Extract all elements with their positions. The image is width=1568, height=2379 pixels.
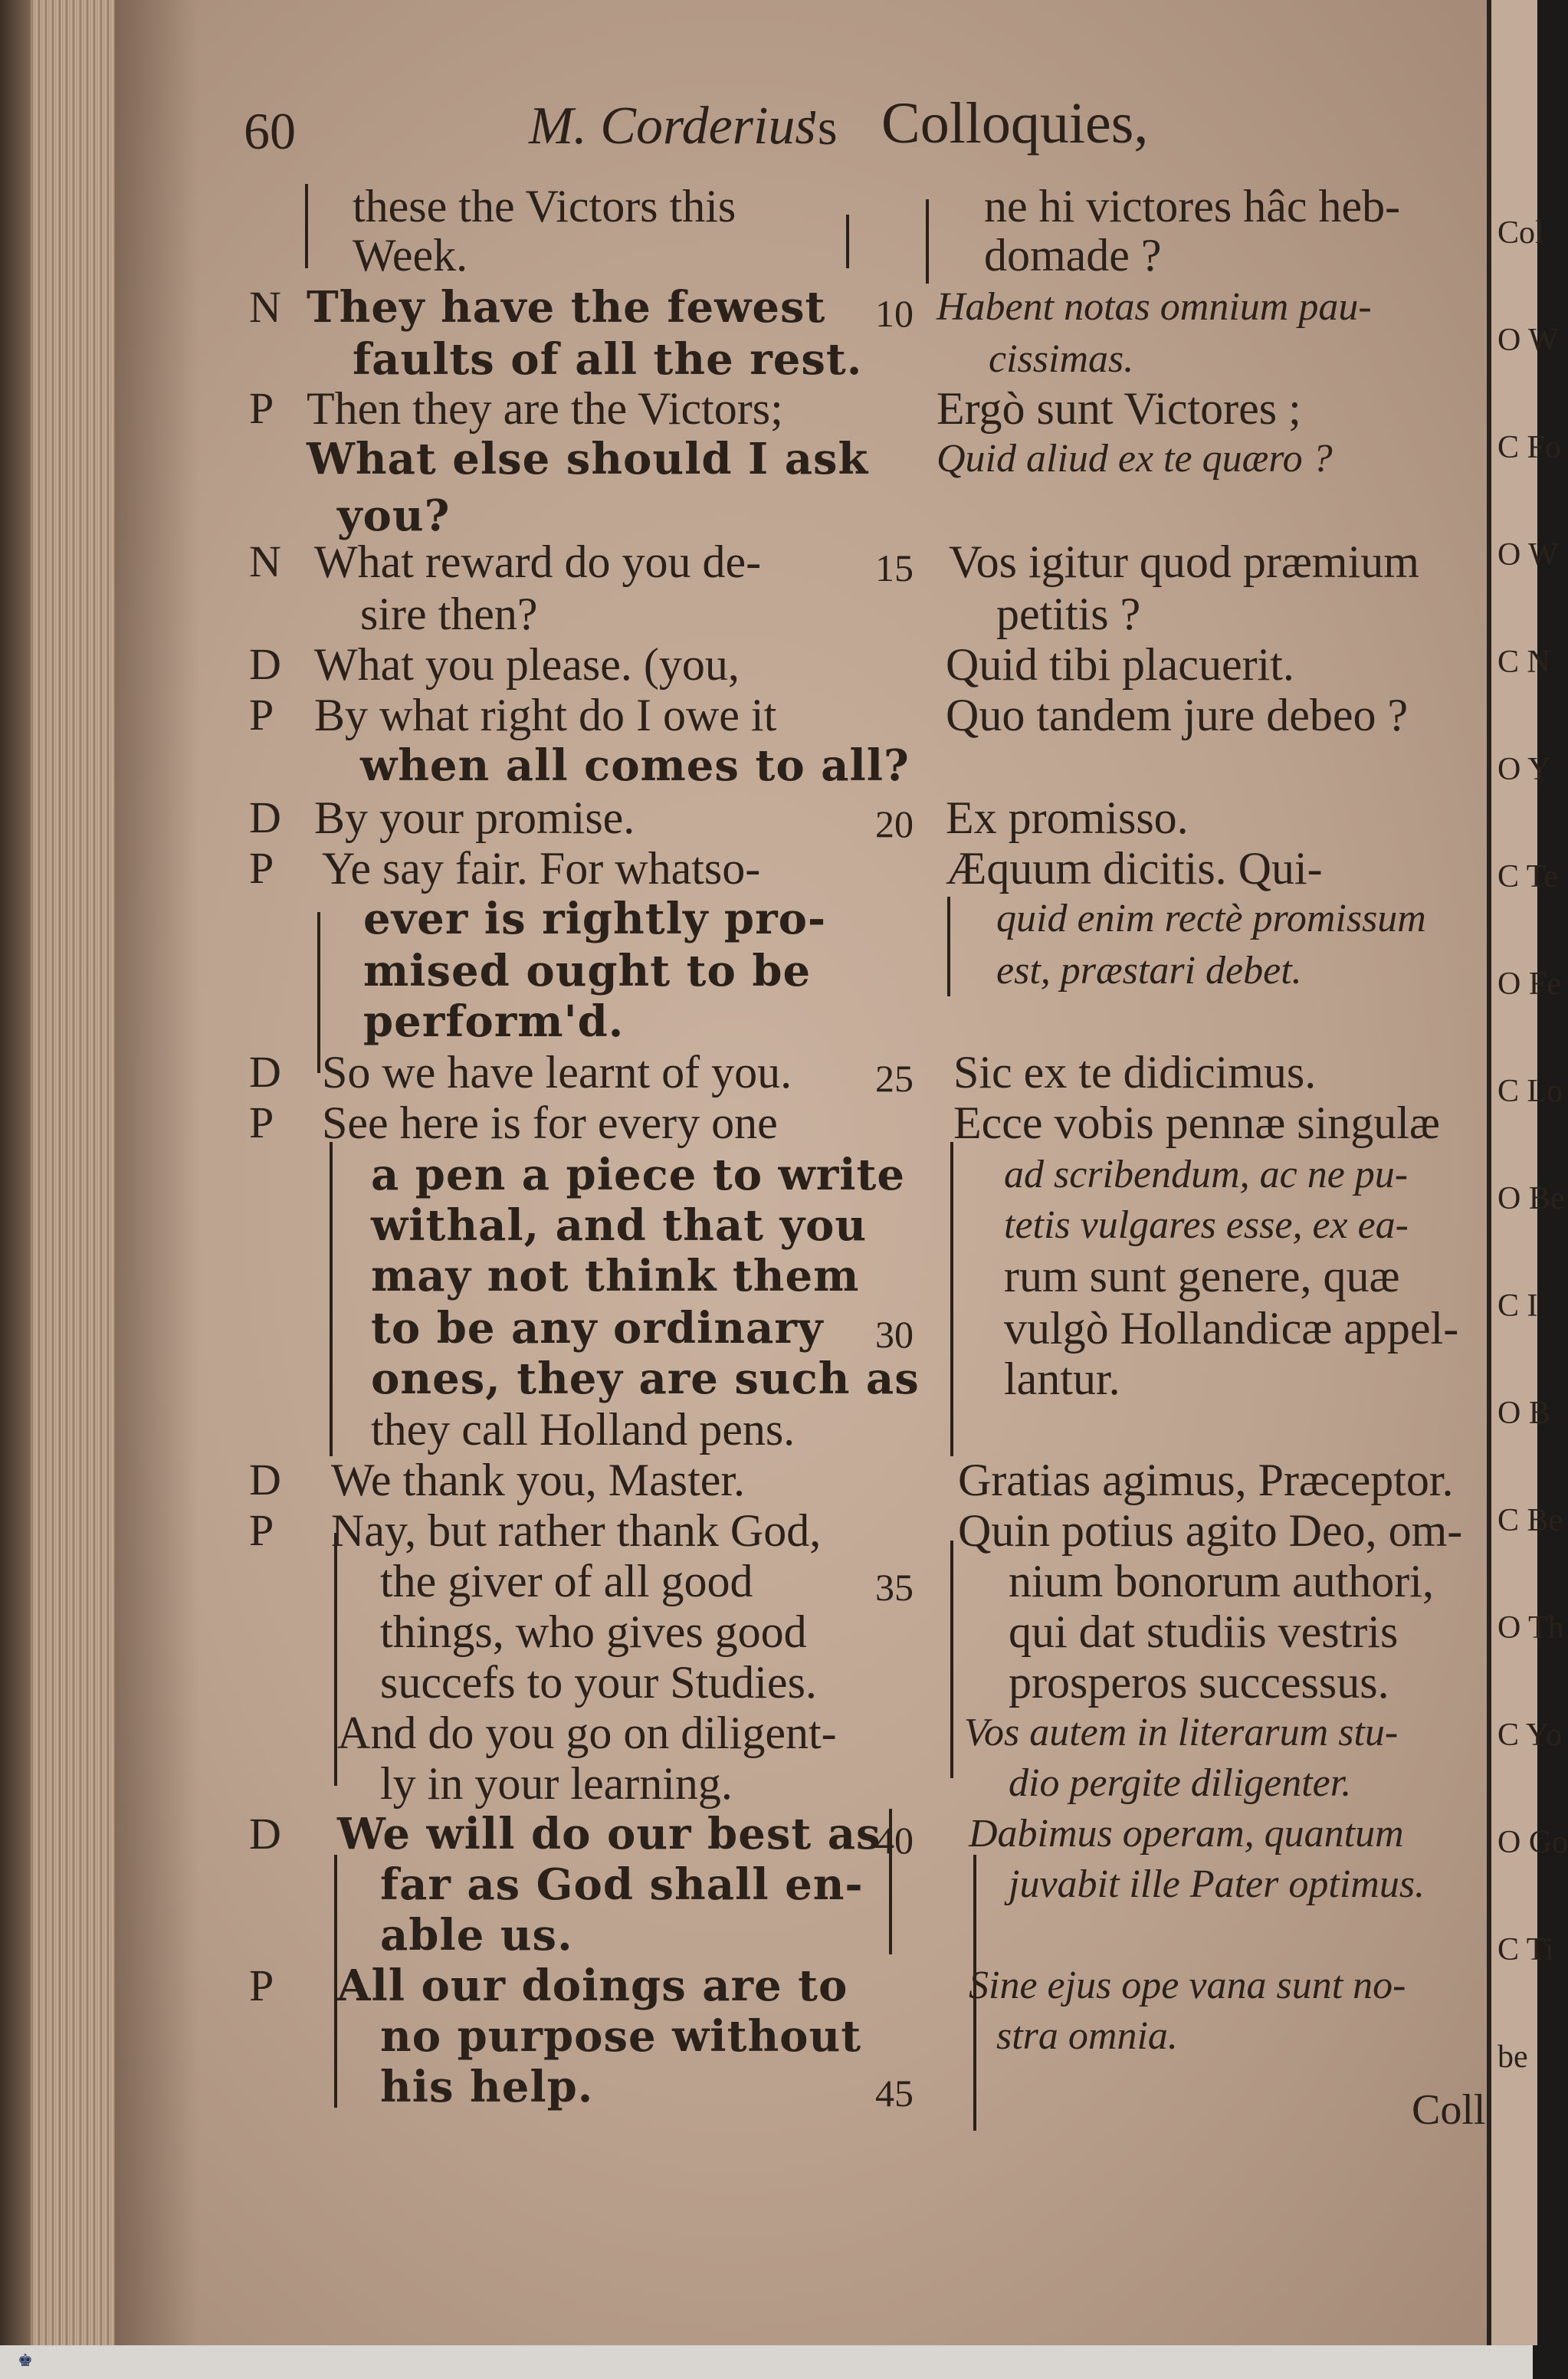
next-page-fragment: be [1497, 2039, 1528, 2075]
speaker-label: P [249, 383, 274, 433]
latin-line: vulgò Hollandicæ appel- [1004, 1303, 1459, 1354]
next-page-edge [1487, 0, 1568, 2345]
latin-line: Vos igitur quod præmium [949, 537, 1419, 587]
english-line: these the Victors this [353, 181, 736, 231]
next-page-fragment: O W [1497, 537, 1559, 573]
next-page-fragment: O Go [1497, 1825, 1568, 1860]
english-line: ly in your learning. [380, 1758, 733, 1809]
speaker-label: D [249, 1455, 281, 1505]
book-page-edges [0, 0, 118, 2345]
latin-line: tetis vulgares esse, ex ea- [1004, 1203, 1409, 1247]
english-line: And do you go on diligent- [337, 1708, 837, 1758]
line-number: 10 [875, 292, 914, 335]
speaker-label: D [249, 1047, 281, 1097]
english-line: What else should I ask [307, 434, 869, 484]
next-page-fragment: C Ti [1497, 1932, 1554, 1967]
speaker-label: P [249, 1505, 274, 1555]
latin-line: Habent notas omnium pau- [937, 285, 1372, 329]
english-line: Then they are the Victors; [307, 383, 783, 434]
latin-line: Sine ejus ope vana sunt no- [969, 1964, 1406, 2007]
speaker-label: P [249, 1098, 274, 1147]
latin-line: ne hi victores hâc heb- [984, 181, 1401, 231]
english-line: By your promise. [314, 792, 635, 843]
viewer-footer-bar [0, 2345, 1533, 2379]
english-line: Ye say fair. For whatso- [322, 843, 761, 894]
latin-line: ad scribendum, ac ne pu- [1004, 1153, 1409, 1196]
line-number: 35 [875, 1566, 914, 1609]
next-page-fragment: O Y [1497, 752, 1551, 787]
english-line: sire then? [360, 589, 538, 639]
library-logo-icon: ♚ [18, 2351, 33, 2371]
next-page-fragment: O W [1497, 323, 1559, 358]
latin-line: juvabit ille Pater optimus. [1009, 1862, 1425, 1906]
speaker-label: D [249, 1809, 281, 1859]
next-page-fragment: O Th [1497, 1610, 1564, 1646]
speaker-label: P [249, 690, 274, 740]
english-line: By what right do I owe it [314, 690, 777, 740]
bracket-rule [947, 897, 950, 996]
next-page-fragment: C Fo [1497, 430, 1561, 465]
running-head-title: Colloquies, [881, 91, 1149, 156]
english-line: perform'd. [363, 996, 625, 1047]
speaker-label: P [249, 1961, 274, 2010]
bracket-rule [950, 1142, 953, 1456]
latin-line: Sic ex te didicimus. [953, 1047, 1317, 1098]
latin-line: Quin potius agito Deo, om- [958, 1505, 1463, 1556]
english-line: may not think them [371, 1251, 860, 1301]
bracket-rule [334, 1855, 337, 2108]
english-line: withal, and that you [371, 1200, 868, 1251]
english-line: What you please. (you, [314, 639, 740, 690]
catchword: Coll [1412, 2086, 1486, 2134]
english-line: things, who gives good [380, 1606, 807, 1657]
english-line: you? [337, 491, 451, 541]
latin-line: Dabimus operam, quantum [969, 1812, 1404, 1856]
bracket-rule [334, 1533, 337, 1786]
speaker-label: D [249, 639, 281, 689]
line-number: 30 [875, 1313, 914, 1356]
running-head-author: M. Corderius [529, 97, 816, 156]
bracket-rule [846, 215, 849, 268]
line-number: 45 [875, 2072, 914, 2115]
next-page-fragment: Col [1497, 215, 1544, 251]
bracket-rule [330, 1142, 333, 1456]
next-page-fragment: C Be [1497, 1503, 1563, 1538]
bracket-rule [305, 184, 308, 268]
latin-line: Æquum dicitis. Qui- [946, 843, 1323, 894]
english-line: to be any ordinary [371, 1303, 824, 1354]
bracket-rule [973, 1855, 976, 2131]
english-line: ones, they are such as [371, 1354, 920, 1404]
latin-line: Ex promisso. [946, 792, 1189, 843]
line-number: 40 [875, 1819, 914, 1862]
latin-line: stra omnia. [996, 2014, 1178, 2058]
latin-line: dio pergite diligenter. [1009, 1761, 1352, 1805]
speaker-label: N [249, 282, 281, 332]
english-line: Nay, but rather thank God, [331, 1505, 822, 1556]
latin-line: prosperos successus. [1009, 1657, 1389, 1708]
english-line: They have the fewest [307, 282, 826, 333]
speaker-label: N [249, 537, 281, 586]
english-line: We will do our best as [337, 1809, 881, 1859]
speaker-label: P [249, 843, 274, 893]
next-page-fragment: C Yo [1497, 1718, 1563, 1753]
next-page-fragment: O B [1497, 1396, 1550, 1431]
english-line: What reward do you de- [314, 537, 762, 587]
english-line: Week. [353, 230, 468, 281]
english-line: See here is for every one [322, 1098, 778, 1148]
english-line: succefs to your Studies. [380, 1657, 817, 1708]
line-number: 15 [875, 546, 914, 589]
next-page-fragment: C Te [1497, 859, 1559, 894]
latin-line: nium bonorum authori, [1009, 1556, 1434, 1606]
page-number: 60 [244, 102, 296, 160]
english-line: far as God shall en- [380, 1859, 864, 1910]
latin-line: Ecce vobis pennæ singulæ [953, 1098, 1440, 1148]
next-page-fragment: O Be [1497, 1181, 1565, 1216]
next-page-fragment: O Fe [1497, 966, 1561, 1002]
english-line: they call Holland pens. [371, 1404, 795, 1455]
english-line: able us. [380, 1910, 573, 1961]
bracket-rule [317, 912, 320, 1073]
english-line: All our doings are to [337, 1961, 848, 2011]
english-line: his help. [380, 2062, 594, 2112]
latin-line: quid enim rectè promissum [996, 897, 1426, 940]
latin-line: est, præstari debet. [996, 949, 1302, 993]
next-page-fragment: C I [1497, 1288, 1538, 1324]
bracket-rule [889, 1809, 892, 1954]
next-page-fragment: C Lo [1497, 1074, 1563, 1109]
line-number: 25 [875, 1057, 914, 1100]
english-line: the giver of all good [380, 1556, 753, 1606]
latin-line: Quo tandem jure debeo ? [946, 690, 1409, 740]
english-line: We thank you, Master. [331, 1455, 746, 1505]
gutter-shadow [115, 0, 199, 2345]
line-number: 20 [875, 802, 914, 845]
latin-line: qui dat studiis vestris [1009, 1606, 1399, 1657]
next-page-fragment: C N [1497, 645, 1550, 680]
latin-line: cissimas. [989, 337, 1134, 381]
english-line: a pen a piece to write [371, 1150, 906, 1200]
latin-line: Vos autem in literarum stu- [964, 1711, 1399, 1754]
latin-line: petitis ? [996, 589, 1141, 639]
english-line: mised ought to be [363, 946, 812, 996]
latin-line: Ergò sunt Victores ; [937, 383, 1301, 434]
bracket-rule [950, 1541, 953, 1778]
running-head-suffix: 's [809, 100, 838, 156]
english-line: when all comes to all? [360, 740, 910, 791]
bracket-rule [926, 199, 929, 284]
english-line: no purpose without [380, 2011, 862, 2062]
latin-line: lantur. [1004, 1354, 1120, 1404]
latin-line: rum sunt genere, quæ [1004, 1251, 1400, 1301]
english-line: So we have learnt of you. [322, 1047, 792, 1098]
latin-line: domade ? [984, 230, 1162, 281]
latin-line: Gratias agimus, Præceptor. [958, 1455, 1454, 1505]
english-line: faults of all the rest. [353, 334, 863, 385]
speaker-label: D [249, 792, 281, 842]
english-line: ever is rightly pro- [363, 894, 827, 944]
latin-line: Quid tibi placuerit. [946, 639, 1294, 690]
latin-line: Quid aliud ex te quæro ? [937, 437, 1333, 481]
